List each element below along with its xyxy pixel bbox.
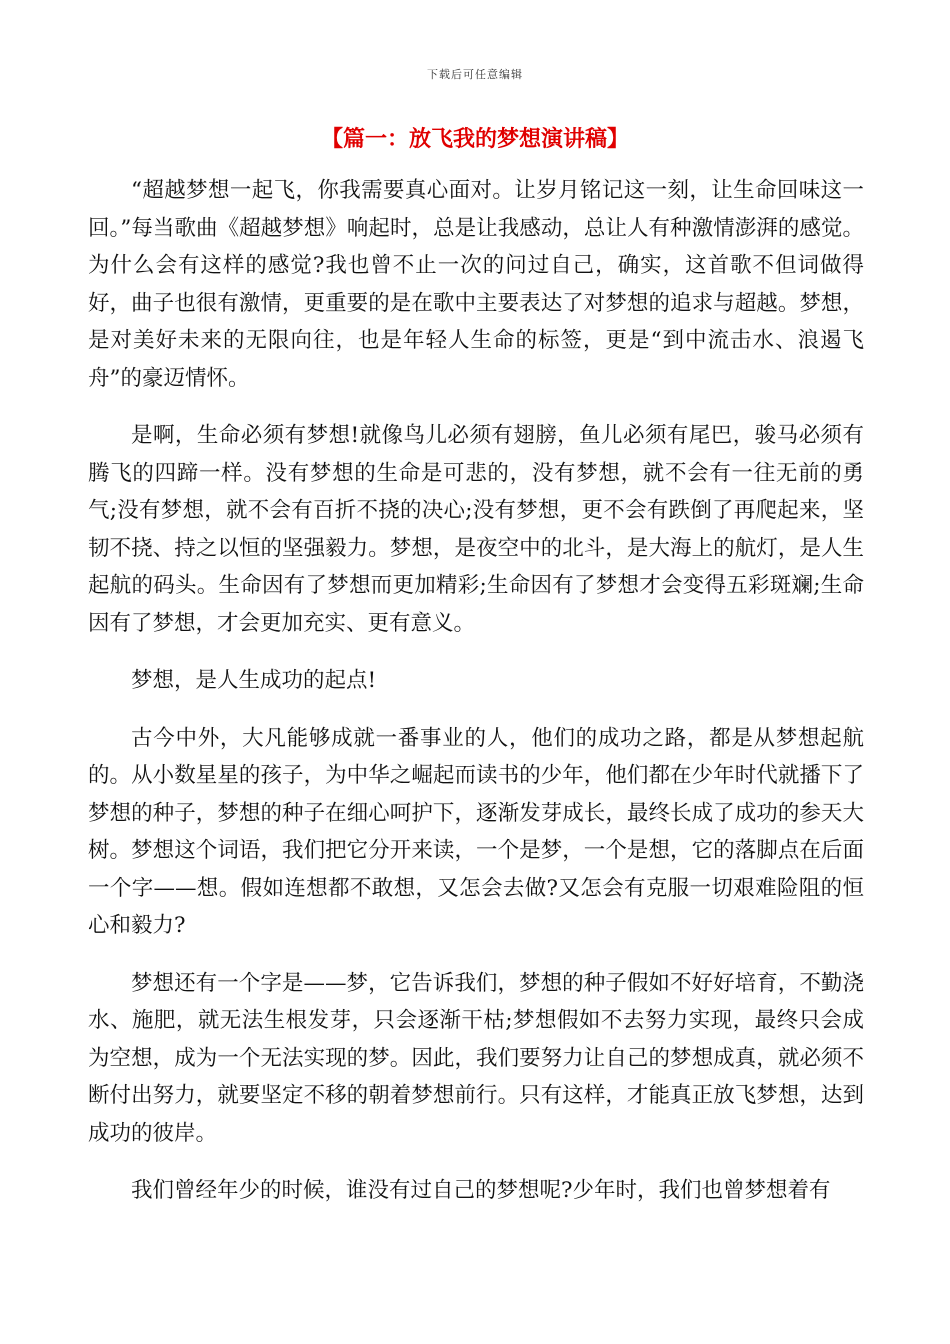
paragraph-5: 梦想还有一个字是——梦，它告诉我们，梦想的种子假如不好好培育，不勤浇水、施肥，就无法生根发芽，只会逐渐干枯;梦想假如不去努力实现，最终只会成为空想，成为一个无法实现的梦。因此，我们要努力让自己的梦想成真，就必须不断付出努力，就要坚定不移的朝着梦想前行。只有这样，才能真正放飞梦想，达到成功的彼岸。 <box>88 970 864 1146</box>
paragraph-6: 我们曾经年少的时候，谁没有过自己的梦想呢?少年时，我们也曾梦想着有 <box>131 1178 831 1203</box>
paragraph-3: 梦想，是人生成功的起点! <box>131 668 377 693</box>
page-title: 【篇一：放飞我的梦想演讲稿】 <box>320 127 629 152</box>
document-body <box>88 172 864 1230</box>
paragraph-4: 古今中外，大凡能够成就一番事业的人，他们的成功之路，都是从梦想起航的。从小数星星的孩子，为中华之崛起而读书的少年，他们都在少年时代就播下了梦想的种子，梦想的种子在细心呵护下，逐渐发芽成长，最终长成了成功的参天大树。梦想这个词语，我们把它分开来读，一个是梦，一个是想，它的落脚点在后面一个字——想。假如连想都不敢想，又怎会去做?又怎会有克服一切艰难险阻的恒心和毅力? <box>88 725 864 938</box>
header-note: 下载后可任意编辑 <box>427 68 523 81</box>
paragraph-2: 是啊，生命必须有梦想!就像鸟儿必须有翅膀，鱼儿必须有尾巴，骏马必须有腾飞的四蹄一样。没有梦想的生命是可悲的，没有梦想，就不会有一往无前的勇气;没有梦想，就不会有百折不挠的决心;没有梦想，更不会有跌倒了再爬起来，坚韧不挠、持之以恒的坚强毅力。梦想，是夜空中的北斗，是大海上的航灯，是人生起航的码头。生命因有了梦想而更加精彩;生命因有了梦想才会变得五彩斑斓;生命因有了梦想，才会更加充实、更有意义。 <box>88 423 864 636</box>
paragraph-1: “超越梦想一起飞，你我需要真心面对。让岁月铭记这一刻，让生命回味这一回。”每当歌曲《超越梦想》响起时，总是让我感动，总让人有种激情澎湃的感觉。为什么会有这样的感觉?我也曾不止一次的问过自己，确实，这首歌不但词做得好，曲子也很有激情，更重要的是在歌中主要表达了对梦想的追求与超越。梦想，是对美好未来的无限向往，也是年轻人生命的标签，更是“到中流击水、浪遏飞舟”的豪迈情怀。 <box>88 178 864 391</box>
